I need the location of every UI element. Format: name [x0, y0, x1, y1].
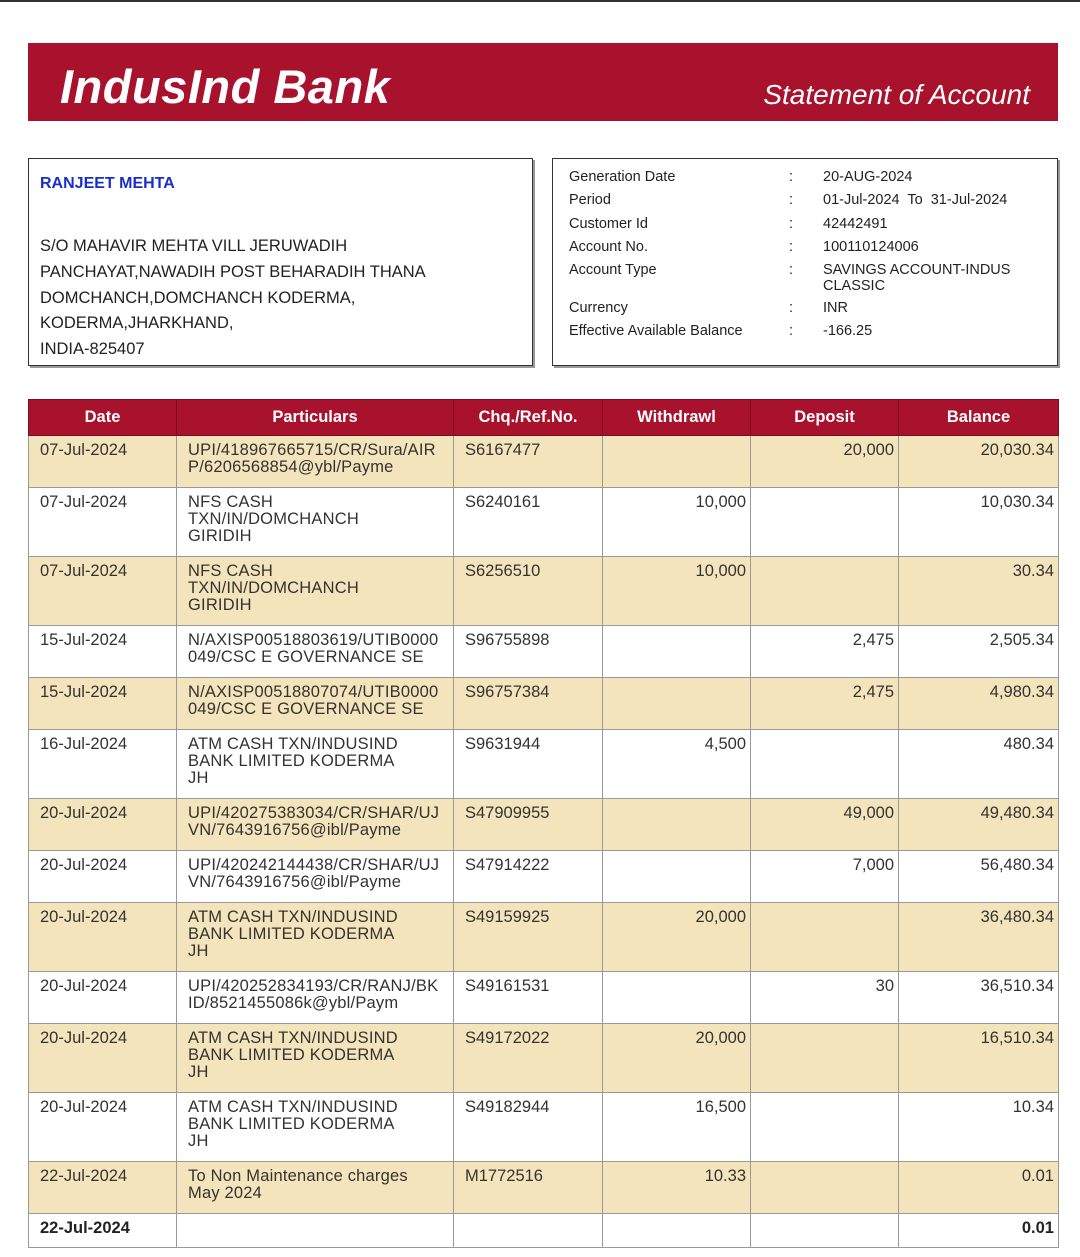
txn-balance: 36,510.34: [899, 972, 1059, 1024]
txn-date: 20-Jul-2024: [29, 851, 177, 903]
field-label: Period: [569, 192, 611, 208]
txn-balance: 30.34: [899, 557, 1059, 626]
field-label: Currency: [569, 300, 628, 316]
txn-ref-no: S49161531: [454, 972, 603, 1024]
empty-cell: [177, 1214, 454, 1248]
txn-balance: 20,030.34: [899, 436, 1059, 488]
txn-date: 07-Jul-2024: [29, 488, 177, 557]
table-row: [29, 1024, 1059, 1093]
txn-ref-no: S6167477: [454, 436, 603, 488]
txn-withdrawl: 4,500: [603, 730, 751, 799]
txn-balance: 49,480.34: [899, 799, 1059, 851]
table-row: [29, 851, 1059, 903]
txn-deposit: [751, 903, 899, 972]
txn-particulars: NFS CASH TXN/IN/DOMCHANCH GIRIDIH: [177, 557, 454, 626]
txn-date: 07-Jul-2024: [29, 557, 177, 626]
txn-date: 07-Jul-2024: [29, 436, 177, 488]
txn-particulars: ATM CASH TXN/INDUSIND BANK LIMITED KODERMA JH: [177, 903, 454, 972]
txn-deposit: 2,475: [751, 626, 899, 678]
txn-particulars: UPI/418967665715/CR/Sura/AIR P/6206568854@ybl/Payme: [177, 436, 454, 488]
txn-balance: 56,480.34: [899, 851, 1059, 903]
txn-particulars: NFS CASH TXN/IN/DOMCHANCH GIRIDIH: [177, 488, 454, 557]
field-separator: :: [789, 192, 794, 208]
table-row: [29, 678, 1059, 730]
txn-date: 20-Jul-2024: [29, 1093, 177, 1162]
txn-ref-no: M1772516: [454, 1162, 603, 1214]
txn-particulars: ATM CASH TXN/INDUSIND BANK LIMITED KODERMA JH: [177, 730, 454, 799]
txn-date: 20-Jul-2024: [29, 903, 177, 972]
table-row: [29, 436, 1059, 488]
txn-withdrawl: 20,000: [603, 903, 751, 972]
txn-balance: 4,980.34: [899, 678, 1059, 730]
txn-particulars: To Non Maintenance charges May 2024: [177, 1162, 454, 1214]
txn-withdrawl: 20,000: [603, 1024, 751, 1093]
txn-ref-no: S47914222: [454, 851, 603, 903]
txn-deposit: 2,475: [751, 678, 899, 730]
txn-deposit: 49,000: [751, 799, 899, 851]
txn-ref-no: S6256510: [454, 557, 603, 626]
txn-deposit: [751, 1024, 899, 1093]
closing-balance: 0.01: [899, 1214, 1059, 1248]
bank-banner: [28, 43, 1058, 121]
txn-balance: 10,030.34: [899, 488, 1059, 557]
txn-date: 15-Jul-2024: [29, 678, 177, 730]
txn-ref-no: S96755898: [454, 626, 603, 678]
txn-date: 20-Jul-2024: [29, 799, 177, 851]
bank-logo-text: IndusInd Bank: [60, 60, 391, 113]
txn-ref-no: S49159925: [454, 903, 603, 972]
txn-deposit: [751, 1162, 899, 1214]
txn-date: 20-Jul-2024: [29, 1024, 177, 1093]
address-line: INDIA-825407: [40, 340, 145, 359]
txn-ref-no: S9631944: [454, 730, 603, 799]
txn-date: 22-Jul-2024: [29, 1162, 177, 1214]
txn-withdrawl: [603, 851, 751, 903]
column-header-balance: Balance: [899, 400, 1059, 436]
field-separator: :: [789, 169, 794, 185]
txn-ref-no: S47909955: [454, 799, 603, 851]
field-label: Customer Id: [569, 216, 648, 232]
top-rule: [0, 0, 1080, 2]
txn-deposit: [751, 488, 899, 557]
table-row: [29, 903, 1059, 972]
field-separator: :: [789, 323, 794, 339]
txn-balance: 36,480.34: [899, 903, 1059, 972]
field-value: 20-AUG-2024: [823, 169, 913, 185]
txn-deposit: 7,000: [751, 851, 899, 903]
table-row: [29, 626, 1059, 678]
field-separator: :: [789, 239, 794, 255]
txn-deposit: 20,000: [751, 436, 899, 488]
field-value: 42442491: [823, 216, 888, 232]
transactions-table: [28, 399, 1059, 1248]
field-separator: :: [789, 216, 794, 232]
field-value: INR: [823, 300, 848, 316]
txn-particulars: ATM CASH TXN/INDUSIND BANK LIMITED KODERMA JH: [177, 1093, 454, 1162]
txn-deposit: [751, 557, 899, 626]
txn-deposit: 30: [751, 972, 899, 1024]
field-label: Generation Date: [569, 169, 676, 185]
txn-withdrawl: 10,000: [603, 557, 751, 626]
txn-balance: 16,510.34: [899, 1024, 1059, 1093]
field-value: -166.25: [823, 323, 873, 339]
field-separator: :: [789, 300, 794, 316]
txn-deposit: [751, 730, 899, 799]
txn-withdrawl: [603, 436, 751, 488]
field-value: 100110124006: [823, 239, 919, 255]
txn-particulars: N/AXISP00518803619/UTIB0000 049/CSC E GOVERNANCE SE: [177, 626, 454, 678]
txn-particulars: UPI/420252834193/CR/RANJ/BK ID/8521455086k@ybl/Paym: [177, 972, 454, 1024]
statement-title: Statement of Account: [763, 79, 1030, 110]
address-line: DOMCHANCH,DOMCHANCH KODERMA,: [40, 288, 356, 307]
txn-withdrawl: 10,000: [603, 488, 751, 557]
txn-ref-no: S49172022: [454, 1024, 603, 1093]
table-row: [29, 972, 1059, 1024]
txn-date: 16-Jul-2024: [29, 730, 177, 799]
txn-date: 15-Jul-2024: [29, 626, 177, 678]
txn-balance: 480.34: [899, 730, 1059, 799]
column-header-date: Date: [29, 400, 177, 436]
table-row: [29, 557, 1059, 626]
txn-balance: 10.34: [899, 1093, 1059, 1162]
address-line: KODERMA,JHARKHAND,: [40, 314, 234, 333]
txn-ref-no: S6240161: [454, 488, 603, 557]
empty-cell: [454, 1214, 603, 1248]
column-header-withdrawl: Withdrawl: [603, 400, 751, 436]
txn-withdrawl: 16,500: [603, 1093, 751, 1162]
customer-address: [40, 234, 426, 363]
txn-date: 20-Jul-2024: [29, 972, 177, 1024]
txn-ref-no: S49182944: [454, 1093, 603, 1162]
txn-withdrawl: 10.33: [603, 1162, 751, 1214]
empty-cell: [751, 1214, 899, 1248]
table-row: [29, 1162, 1059, 1214]
column-header-ref-no: Chq./Ref.No.: [454, 400, 603, 436]
field-value: 01-Jul-2024 To 31-Jul-2024: [823, 192, 1008, 208]
txn-balance: 0.01: [899, 1162, 1059, 1214]
table-row: [29, 1093, 1059, 1162]
table-row: [29, 488, 1059, 557]
closing-date: 22-Jul-2024: [29, 1214, 177, 1248]
table-header-row: [29, 400, 1059, 436]
field-label: Effective Available Balance: [569, 323, 743, 339]
txn-balance: 2,505.34: [899, 626, 1059, 678]
txn-withdrawl: [603, 626, 751, 678]
address-line: PANCHAYAT,NAWADIH POST BEHARADIH THANA: [40, 262, 426, 281]
txn-particulars: N/AXISP00518807074/UTIB0000 049/CSC E GOVERNANCE SE: [177, 678, 454, 730]
field-value: SAVINGS ACCOUNT-INDUS CLASSIC: [823, 262, 1011, 294]
table-row: [29, 799, 1059, 851]
field-separator: :: [789, 262, 794, 278]
txn-deposit: [751, 1093, 899, 1162]
customer-name: RANJEET MEHTA: [40, 175, 175, 192]
field-label: Account Type: [569, 262, 657, 278]
column-header-deposit: Deposit: [751, 400, 899, 436]
address-line: S/O MAHAVIR MEHTA VILL JERUWADIH: [40, 237, 348, 255]
txn-particulars: UPI/420275383034/CR/SHAR/UJ VN/7643916756@ibl/Payme: [177, 799, 454, 851]
customer-details-box: [28, 158, 533, 366]
transactions-body: [29, 436, 1059, 1248]
txn-particulars: ATM CASH TXN/INDUSIND BANK LIMITED KODERMA JH: [177, 1024, 454, 1093]
field-label: Account No.: [569, 239, 648, 255]
column-header-particulars: Particulars: [177, 400, 454, 436]
txn-particulars: UPI/420242144438/CR/SHAR/UJ VN/7643916756@ibl/Payme: [177, 851, 454, 903]
txn-withdrawl: [603, 678, 751, 730]
table-row: [29, 730, 1059, 799]
closing-balance-row: [29, 1214, 1059, 1248]
empty-cell: [603, 1214, 751, 1248]
txn-withdrawl: [603, 972, 751, 1024]
txn-withdrawl: [603, 799, 751, 851]
account-details-box: [552, 158, 1058, 366]
txn-ref-no: S96757384: [454, 678, 603, 730]
